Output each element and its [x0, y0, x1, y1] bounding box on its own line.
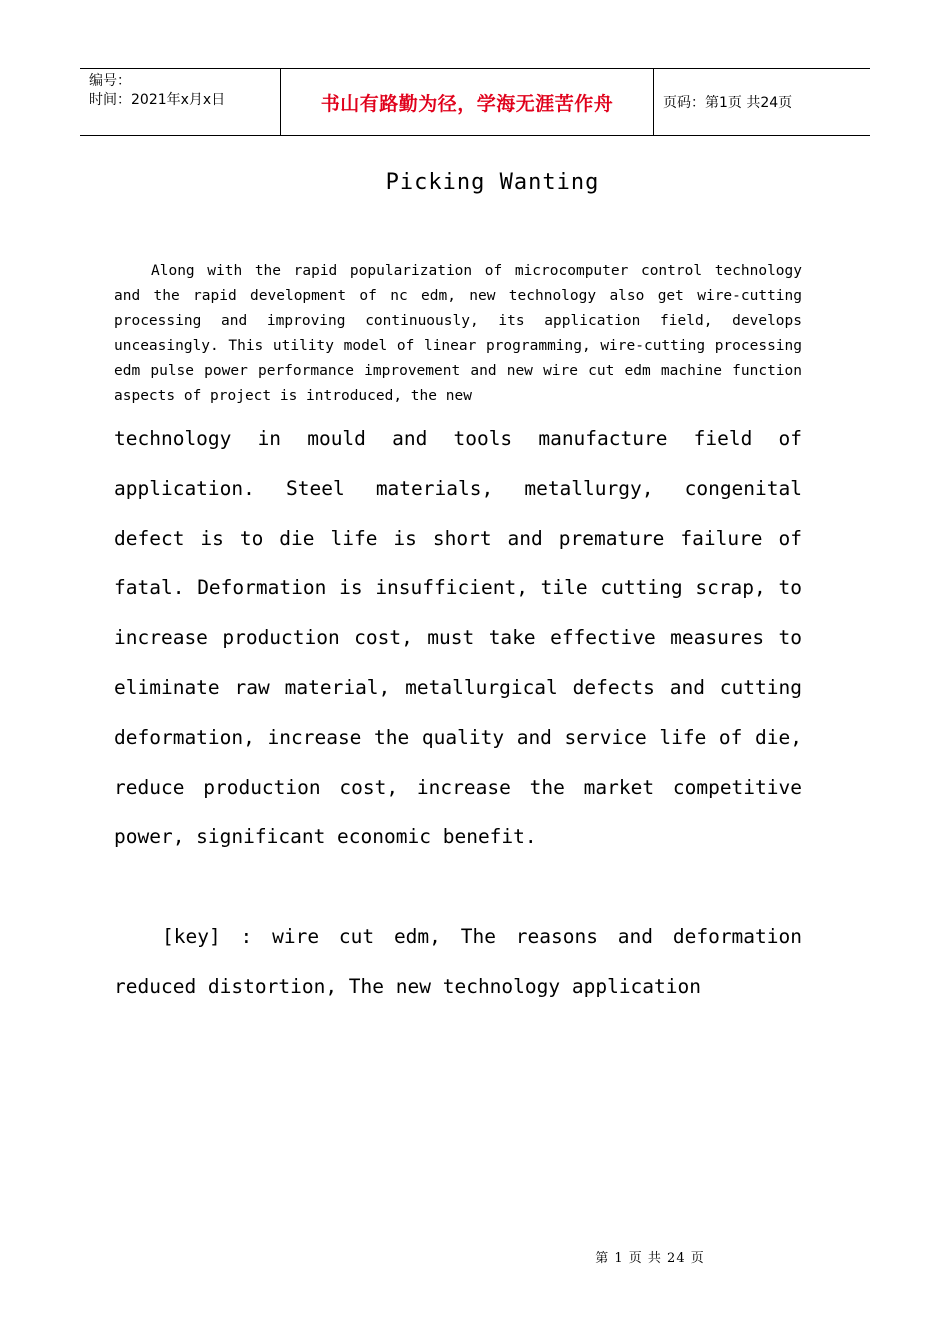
date-label: 时间：2021年x月x日 [89, 92, 226, 108]
page-footer: 第 1 页 共 24 页 [595, 1251, 705, 1266]
keywords-paragraph: [key] : wire cut edm, The reasons and deformation reduced distortion, The new technology application [114, 925, 802, 998]
header-meta-cell [80, 69, 281, 135]
abstract-paragraph-small: Along with the rapid popularization of microcomputer control technology and the rapid development of nc edm, new technology also get wire-cutting processing and improving continuously, its application field, develops unceasingly. This utility model of linear programming, wire-cutting processing edm pulse power performance improvement and new wire cut edm machine function aspects of project is introduced, the new [114, 263, 802, 404]
abstract-paragraph-large: technology in mould and tools manufacture field of application. Steel materials, metallurgy, congenital defect is to die life is short and premature failure of fatal. Deformation is insufficient, tile cutting scrap, to increase production cost, must take effective measures to eliminate raw material, metallurgical defects and cutting deformation, increase the quality and service life of die, reduce production cost, increase the market competitive power, significant economic benefit. [114, 427, 802, 849]
document-title: Picking Wanting [385, 170, 600, 195]
header-page-info: 页码：第1页 共24页 [663, 95, 793, 111]
serial-number-label: 编号： [89, 73, 131, 89]
header-motto: 书山有路勤为径，学海无涯苦作舟 [281, 69, 654, 135]
header-table [80, 68, 870, 136]
